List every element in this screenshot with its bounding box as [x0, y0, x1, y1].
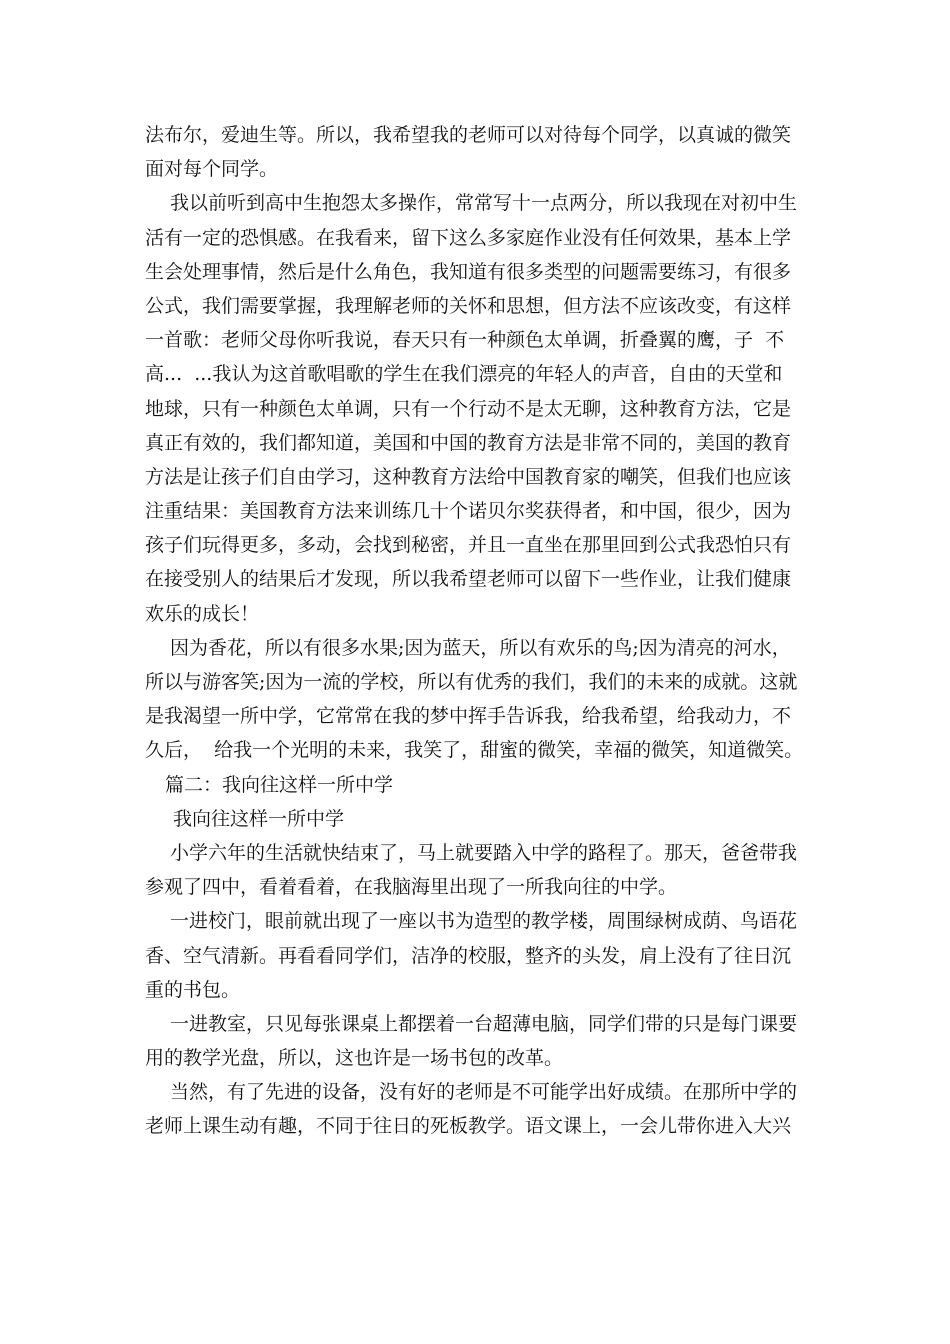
- paragraph-start-line: 小学六年的生活就快结束了，马上就要踏入中学的路程了。那天，爸爸带我: [170, 841, 798, 864]
- text-line: 是我渴望一所中学，它常常在我的梦中挥手告诉我，给我希望，给我动力，不: [145, 705, 792, 728]
- text-line: 老师上课生动有趣，不同于往日的死板教学。语文课上，一会儿带你进入大兴: [145, 1115, 792, 1138]
- text-line: 公式，我们需要掌握，我理解老师的关怀和思想，但方法不应该改变，有这样: [145, 294, 792, 317]
- text-line: 地球，只有一种颜色太单调，只有一个行动不是太无聊，这种教育方法，它是: [145, 397, 792, 420]
- paragraph-start-line: 我以前听到高中生抱怨太多操作，常常写十一点两分，所以我现在对初中生: [170, 192, 798, 215]
- text-line: 用的教学光盘，所以，这也许是一场书包的改革。: [145, 1047, 564, 1070]
- text-line: 久后， 给我一个光明的未来，我笑了，甜蜜的微笑，幸福的微笑，知道微笑。: [145, 739, 804, 762]
- paragraph-start-line: 一进教室，只见每张课桌上都摆着一台超薄电脑，同学们带的只是每门课要: [170, 1012, 798, 1035]
- document-body: [145, 118, 805, 1144]
- text-line: 孩子们玩得更多，多动，会找到秘密，并且一直坐在那里回到公式我恐怕只有: [145, 534, 792, 557]
- text-line: 重的书包。: [145, 978, 241, 1001]
- section-heading: 篇二：我向往这样一所中学: [165, 773, 394, 796]
- paragraph-start-line: 一进校门，眼前就出现了一座以书为造型的教学楼，周围绿树成荫、鸟语花: [170, 910, 798, 933]
- text-line: 活有一定的恐惧感。在我看来，留下这么多家庭作业没有任何效果，基本上学: [145, 226, 792, 249]
- essay-title: 我向往这样一所中学: [173, 807, 345, 830]
- paragraph-start-line: 当然，有了先进的设备，没有好的老师是不可能学出好成绩。在那所中学的: [170, 1081, 798, 1104]
- text-line: 所以与游客笑;因为一流的学校，所以有优秀的我们，我们的未来的成就。这就: [145, 671, 798, 693]
- text-line: 真正有效的，我们都知道，美国和中国的教育方法是非常不同的，美国的教育: [145, 431, 792, 454]
- text-line: 注重结果：美国教育方法来训练几十个诺贝尔奖获得者，和中国，很少，因为: [145, 500, 792, 523]
- text-line: 一首歌：老师父母你听我说，春天只有一种颜色太单调，折叠翼的鹰，子 不: [145, 329, 785, 352]
- text-line: 高... ...我认为这首歌唱歌的学生在我们漂亮的年轻人的声音，自由的天堂和: [145, 363, 783, 386]
- text-line: 香、空气清新。再看看同学们，洁净的校服，整齐的头发，肩上没有了往日沉: [145, 944, 792, 967]
- text-line: 欢乐的成长！: [145, 602, 260, 625]
- text-line: 面对每个同学。: [145, 158, 279, 181]
- text-line: 生会处理事情，然后是什么角色，我知道有很多类型的问题需要练习，有很多: [145, 260, 792, 283]
- text-line: 方法是让孩子们自由学习，这种教育方法给中国教育家的嘲笑，但我们也应该: [145, 465, 792, 488]
- paragraph-start-line: 因为香花，所以有很多水果;因为蓝天，所以有欢乐的鸟;因为清亮的河水，: [170, 636, 791, 659]
- text-line: 法布尔，爱迪生等。所以，我希望我的老师可以对待每个同学，以真诚的微笑: [145, 124, 792, 146]
- text-line: 参观了四中，看着看着，在我脑海里出现了一所我向往的中学。: [145, 876, 678, 899]
- text-line: 在接受别人的结果后才发现，所以我希望老师可以留下一些作业，让我们健康: [145, 568, 792, 591]
